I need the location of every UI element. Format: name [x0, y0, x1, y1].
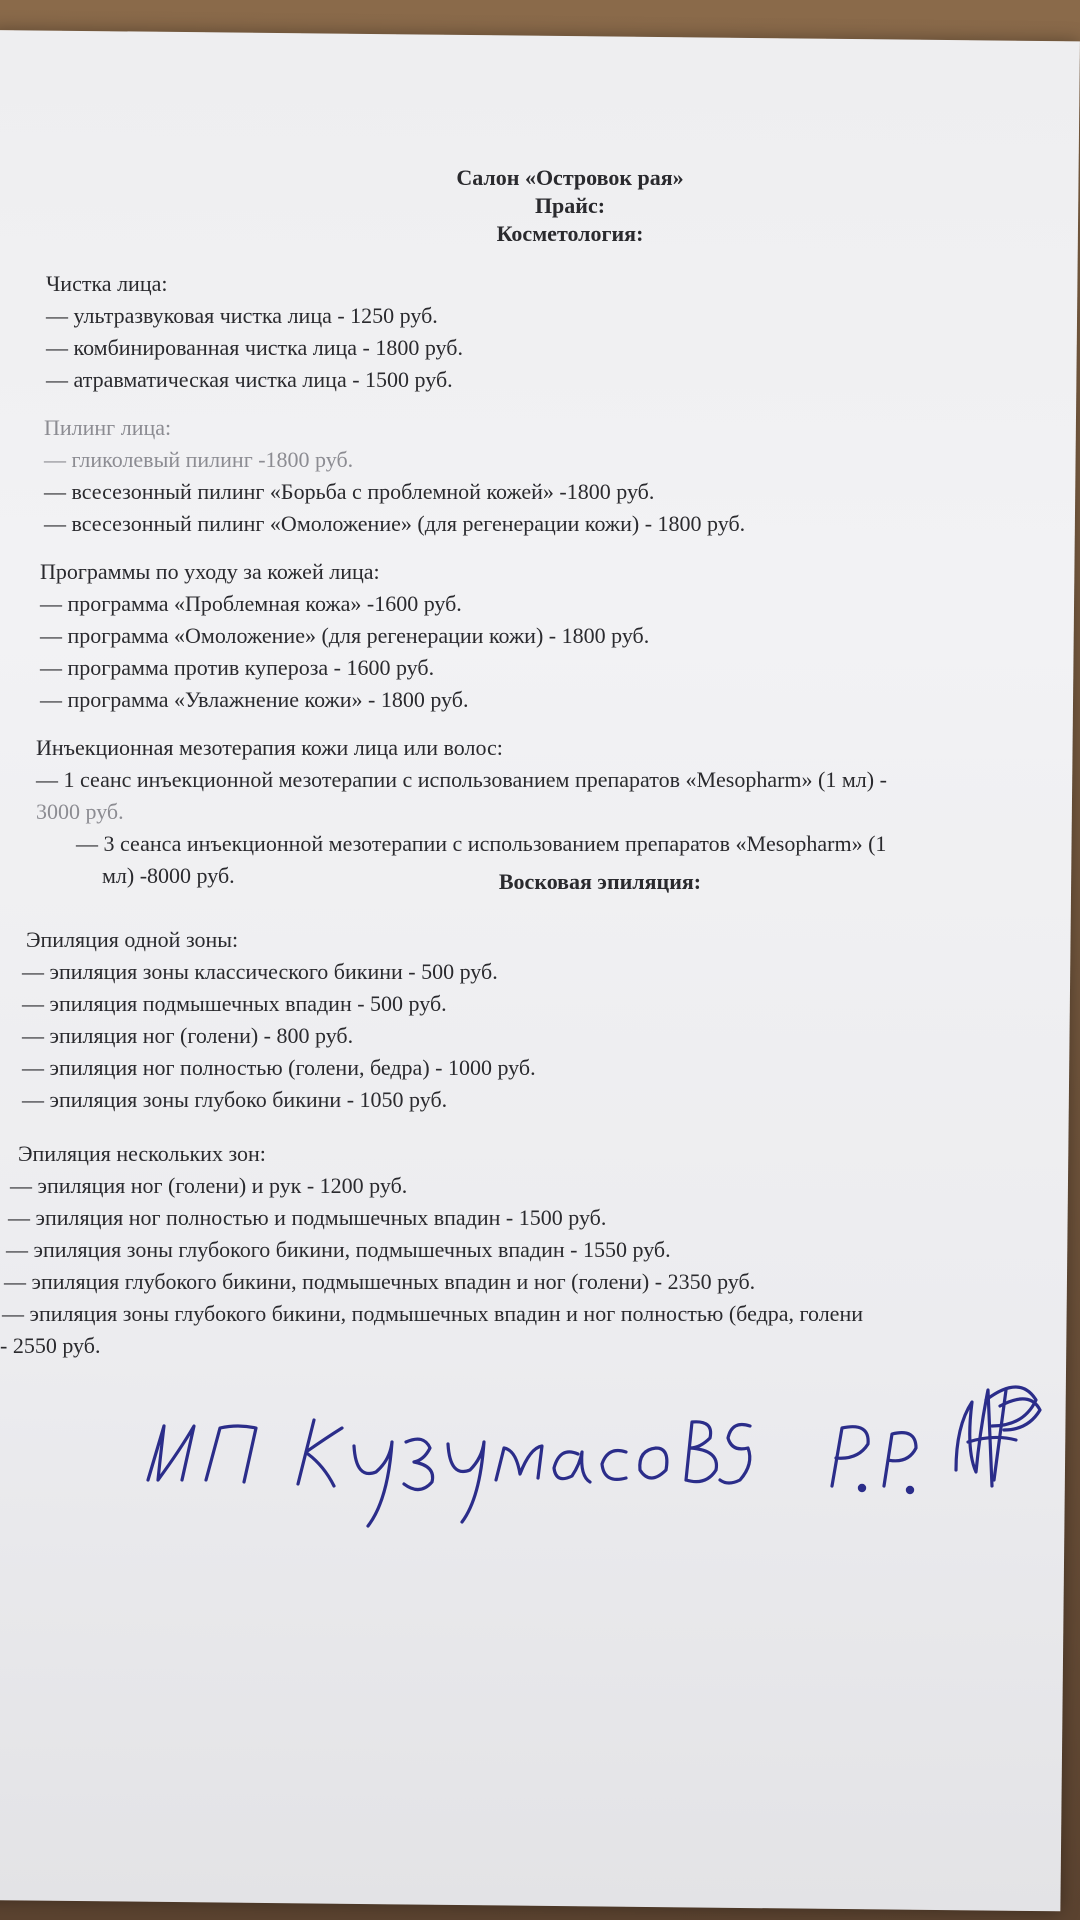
list-item: — всесезонный пилинг «Борьба с проблемной кожей» -1800 руб. [44, 479, 655, 504]
list-item: — программа «Увлажнение кожи» - 1800 руб. [40, 687, 469, 712]
list-item-continuation: мл) -8000 руб. [102, 863, 235, 888]
face-peeling-section [44, 412, 745, 540]
document-header [0, 164, 1080, 248]
wax-multi-zone-section [0, 1138, 863, 1362]
list-item: — программа «Омоложение» (для регенерации кожи) - 1800 руб. [40, 623, 650, 648]
list-item: — 3 сеанса инъекционной мезотерапии с использованием препаратов «Mesopharm» (1 [76, 831, 887, 856]
list-item: — программа против купероза - 1600 руб. [40, 655, 435, 680]
list-item: — эпиляция ног полностью (голени, бедра) - 1000 руб. [22, 1055, 536, 1080]
wax-single-zone-section [22, 924, 536, 1116]
wax-multi-title: Эпиляция нескольких зон: [18, 1141, 266, 1166]
face-cleaning-section [46, 268, 463, 396]
price-list-title: Прайс: [534, 193, 606, 218]
list-item: — эпиляция ног (голени) - 800 руб. [22, 1023, 354, 1048]
face-peeling-title: Пилинг лица: [44, 415, 172, 440]
section-wax-title: Восковая эпиляция: [498, 869, 702, 894]
wax-single-title: Эпиляция одной зоны: [26, 927, 239, 952]
list-item: — 1 сеанс инъекционной мезотерапии с использованием препаратов «Mesopharm» (1 мл) - [36, 767, 887, 792]
face-programs-section [40, 556, 649, 716]
list-item: — эпиляция глубокого бикини, подмышечных впадин и ног (голени) - 2350 руб. [4, 1269, 756, 1294]
list-item: — эпиляция подмышечных впадин - 500 руб. [22, 991, 447, 1016]
face-programs-title: Программы по уходу за кожей лица: [40, 559, 380, 584]
list-item: — комбинированная чистка лица - 1800 руб. [46, 335, 463, 360]
face-cleaning-title: Чистка лица: [46, 271, 168, 296]
list-item: — эпиляция ног полностью и подмышечных впадин - 1500 руб. [8, 1205, 607, 1230]
list-item: — всесезонный пилинг «Омоложение» (для регенерации кожи) - 1800 руб. [44, 511, 746, 536]
list-item: — эпиляция зоны классического бикини - 500 руб. [22, 959, 498, 984]
section-cosmetology-title: Косметология: [496, 221, 644, 246]
list-item: — эпиляция зоны глубоко бикини - 1050 руб. [22, 1087, 448, 1112]
list-item: — программа «Проблемная кожа» -1600 руб. [40, 591, 462, 616]
list-item: — атравматическая чистка лица - 1500 руб. [46, 367, 453, 392]
handwritten-signature [120, 1330, 1080, 1530]
signature-drawing [120, 1330, 1080, 1530]
list-item: — гликолевый пилинг -1800 руб. [44, 447, 354, 472]
list-item-continuation: 3000 руб. [36, 799, 124, 824]
list-item-continuation: - 2550 руб. [0, 1333, 101, 1358]
list-item: — эпиляция ног (голени) и рук - 1200 руб. [10, 1173, 408, 1198]
salon-name: Салон «Островок рая» [456, 165, 684, 190]
list-item: — ультразвуковая чистка лица - 1250 руб. [46, 303, 438, 328]
list-item: — эпиляция зоны глубокого бикини, подмышечных впадин и ног полностью (бедра, голени [2, 1301, 863, 1326]
mesotherapy-title: Инъекционная мезотерапия кожи лица или волос: [36, 735, 503, 760]
list-item: — эпиляция зоны глубокого бикини, подмышечных впадин - 1550 руб. [6, 1237, 671, 1262]
